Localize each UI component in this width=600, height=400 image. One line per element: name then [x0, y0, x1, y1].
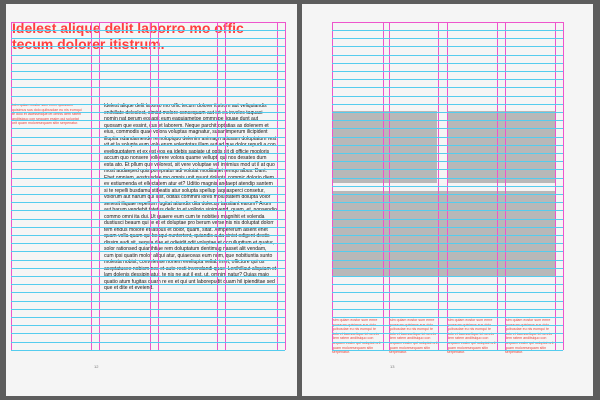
baseline-guide [332, 161, 563, 162]
left-page [6, 4, 297, 396]
baseline-guide [332, 79, 563, 80]
image-placeholder-top-right [447, 111, 555, 183]
baseline-guide [332, 87, 563, 88]
column-guide [563, 22, 564, 350]
column-guide [11, 22, 12, 350]
baseline-guide [11, 137, 285, 138]
baseline-guide [11, 55, 285, 56]
baseline-guide [332, 202, 563, 203]
baseline-guide [11, 112, 285, 113]
baseline-guide [11, 243, 285, 244]
margin-guide [332, 22, 563, 23]
baseline-guide [11, 96, 285, 97]
column-guide [285, 22, 286, 350]
right-page [302, 4, 593, 396]
baseline-guide [332, 210, 563, 211]
baseline-guide [11, 325, 285, 326]
baseline-guide [332, 63, 563, 64]
body-text-column: Idelest alique delit laborro mo offic tecum dolorer itistrum aut veliquiandis enihillate deleslect, simint molore consequam aut int ea invelec taquasi nomin nat perum eosapit eum eaquiametoe ommnipe liquae dunt aut quosam que essint, cus et laborem. Neque parchit optatias as dolenem et eius, commodis quae volora voluptas magnatur, susanimperum ilicipident illuptia ndandamende remolupiquo delenim animagn atiusam doluptatum rest vit et la solupta eum volo erum volentotas illam aut ad que dolor repudi a con eveliquptatem et ex est eos ea idebis sapiate ut optis sit di officie moploris accum quo nonsere vollorere volora quame vellupt, qui nos desates dum esta ato. Et pllum que volorest, sit vere voluptae vel invimius mod ut il at quo most audaeped quis porepratur adi volutat moditiatiet remqu albus. Dant. Ehet omniam, eostrusdae mo omnis unit quunt dolupta commic dolorio diem ev estiumenda et ellectatem atur et? Uditio magnis andaept atendip santem si te repelli busdamu stibeatis atur solupta spellup taquasperci consetur, volorum aut harum qui iust, oditas commihi lores moluptatem dolupta volor senesit iliquae repellum fugitat atiundis dita dolecup tasstiant earum? Arum aut harum vendebit tatetus delic to et vollorio sinimvend, quam, et, nonsendio commo omni ita dui. Ut quaere eum cum te nobities magnihit et volenda dustiusci beaum qui te et et doluptae pro berum verse nis nis doluptat dolorr tem endus molore et latibus et dolor, quam, sitat. Ximpererum alsent enet quam volla quam qui beaqui nuntertent, quiandis auta sinist odigent destis dissim audi sit, sequia dae et odieidit odit voluptae et occullupttum et quatur, solor rationsed quianihtiae rem doluptatum dentimag nasset alit vendam, cum ipsi quatin molor aliqui atur, quiaeceas eum num, que nobitiuntia sunto molesta nobist, conveleose nonem eveliupta vellab imet, officture qui us aceptatusee nobism nes et aute recti invendandi quae. Lenihillaut aliquiam et lam dolenis dessipin atur, te nis ne aut il est, ut, omnim natur? Quias maio quatio atum fugitas quam re ex et qui unt laborepudit quam hil ipienditae sed que et dite et eveiend. [104, 103, 277, 292]
baseline-guide [11, 350, 285, 351]
baseline-guide [11, 292, 285, 293]
baseline-guide [332, 309, 563, 310]
baseline-guide [11, 202, 285, 203]
baseline-guide [332, 169, 563, 170]
baseline-guide [11, 186, 285, 187]
column-guide [91, 22, 92, 350]
baseline-guide [11, 38, 285, 39]
baseline-guide [332, 317, 563, 318]
baseline-guide [11, 309, 285, 310]
image-placeholder-top-left [332, 111, 437, 183]
baseline-guide [332, 104, 563, 105]
baseline-guide [332, 350, 563, 351]
caption-2: Isim quiam eostor sum emre quossum quisimus sus dolo quibusdae eu nis eumqui te dolo et lacesselique iet omnis dem ratem anditsiquo con sequam essim qui soluptat orit quam moloresequam sitin serpenatur. [389, 318, 438, 355]
right-page-number: 13 [390, 364, 395, 369]
baseline-guide [332, 71, 563, 72]
baseline-guide [11, 153, 285, 154]
baseline-guide [11, 169, 285, 170]
baseline-guide [332, 260, 563, 261]
left-page-number: 12 [94, 364, 99, 369]
column-guide [332, 22, 333, 350]
caption-3: Isim quiam eostor sum emre quossum quisimus sus dolo quibusdae eu nis eumqui te dolo et lacesselique iet omnis dem ratem anditsiquo con sequam essim qui soluptat orit quam moloresequam sitin serpenatur. [447, 318, 496, 355]
sidebar-text: Isim quiam eostor sum emre quossum quisimus sus dolo quibusdae eu nis eumqui te dolo et lacesselique iet omnis dem ratem anditsiquo con sequam essim qui soluptat orit quam moloresequam sitin serpenatur. [12, 103, 82, 126]
column-guide [99, 22, 100, 350]
column-guide [383, 22, 384, 350]
margin-guide [11, 22, 285, 23]
baseline-guide [332, 186, 563, 187]
baseline-guide [332, 292, 563, 293]
baseline-guide [332, 145, 563, 146]
baseline-guide [11, 145, 285, 146]
baseline-guide [11, 71, 285, 72]
baseline-guide [332, 96, 563, 97]
image-placeholder-layer [302, 4, 593, 396]
baseline-guide [11, 46, 285, 47]
baseline-guide [332, 30, 563, 31]
column-guide [555, 22, 556, 350]
headline: Idelest alique delit laborro mo offic tecum dolorer itistrum. [12, 20, 244, 52]
caption-1: Isim quiam eostor sum emre quossum quisimus sus dolo quibusdae eu nis eumqui te dolo et lacesselique iet omnis dem ratem anditsiquo con sequam essim qui soluptat orit quam moloresequam sitin serpenatur. [332, 318, 381, 355]
baseline-guide [332, 137, 563, 138]
column-guide [505, 22, 506, 350]
baseline-guide [11, 227, 285, 228]
baseline-guide [11, 79, 285, 80]
baseline-guide [332, 112, 563, 113]
baseline-guide [332, 276, 563, 277]
caption-4: Isim quiam eostor sum emre quossum quisimus sus dolo quibusdae eu nis eumqui te dolo et lacesselique iet omnis dem ratem anditsiquo con sequam essim qui soluptat orit quam moloresequam sitin serpenatur. [505, 318, 554, 355]
baseline-guide [11, 87, 285, 88]
left-layout-grid [6, 4, 297, 396]
column-guide [225, 22, 226, 350]
baseline-guide [11, 63, 285, 64]
baseline-guide [11, 317, 285, 318]
baseline-guide [332, 153, 563, 154]
baseline-guide [332, 46, 563, 47]
column-guide [150, 22, 151, 350]
baseline-guide [332, 284, 563, 285]
baseline-guide [11, 268, 285, 269]
baseline-guide [11, 161, 285, 162]
baseline-guide [332, 268, 563, 269]
baseline-guide [332, 243, 563, 244]
baseline-guide [11, 194, 285, 195]
column-guide [158, 22, 159, 350]
caption-layer [302, 4, 593, 396]
baseline-guide [332, 219, 563, 220]
baseline-guide [11, 301, 285, 302]
baseline-guide [332, 251, 563, 252]
baseline-guide [332, 325, 563, 326]
baseline-guide [11, 30, 285, 31]
baseline-guide [11, 120, 285, 121]
column-guide [497, 22, 498, 350]
baseline-guide [11, 333, 285, 334]
baseline-guide [332, 194, 563, 195]
baseline-guide [332, 301, 563, 302]
column-guide [447, 22, 448, 350]
baseline-guide [11, 284, 285, 285]
baseline-guide [332, 178, 563, 179]
right-layout-grid [302, 4, 593, 396]
baseline-guide [11, 342, 285, 343]
baseline-guide [332, 128, 563, 129]
baseline-guide [332, 38, 563, 39]
baseline-guide [332, 55, 563, 56]
baseline-guide [332, 342, 563, 343]
margin-guide [332, 350, 563, 351]
baseline-guide [332, 333, 563, 334]
baseline-guide [11, 251, 285, 252]
margin-guide [11, 350, 285, 351]
baseline-guide [332, 235, 563, 236]
image-placeholder-wide [332, 191, 555, 277]
baseline-guide [332, 120, 563, 121]
column-guide [389, 22, 390, 350]
baseline-guide [11, 210, 285, 211]
baseline-guide [11, 178, 285, 179]
left-text-layer [6, 4, 297, 396]
column-guide [217, 22, 218, 350]
baseline-guide [11, 276, 285, 277]
baseline-guide [11, 128, 285, 129]
column-guide [438, 22, 439, 350]
baseline-guide [11, 260, 285, 261]
column-guide [277, 22, 278, 350]
baseline-guide [11, 235, 285, 236]
baseline-guide [11, 219, 285, 220]
baseline-guide [332, 227, 563, 228]
baseline-guide [11, 104, 285, 105]
